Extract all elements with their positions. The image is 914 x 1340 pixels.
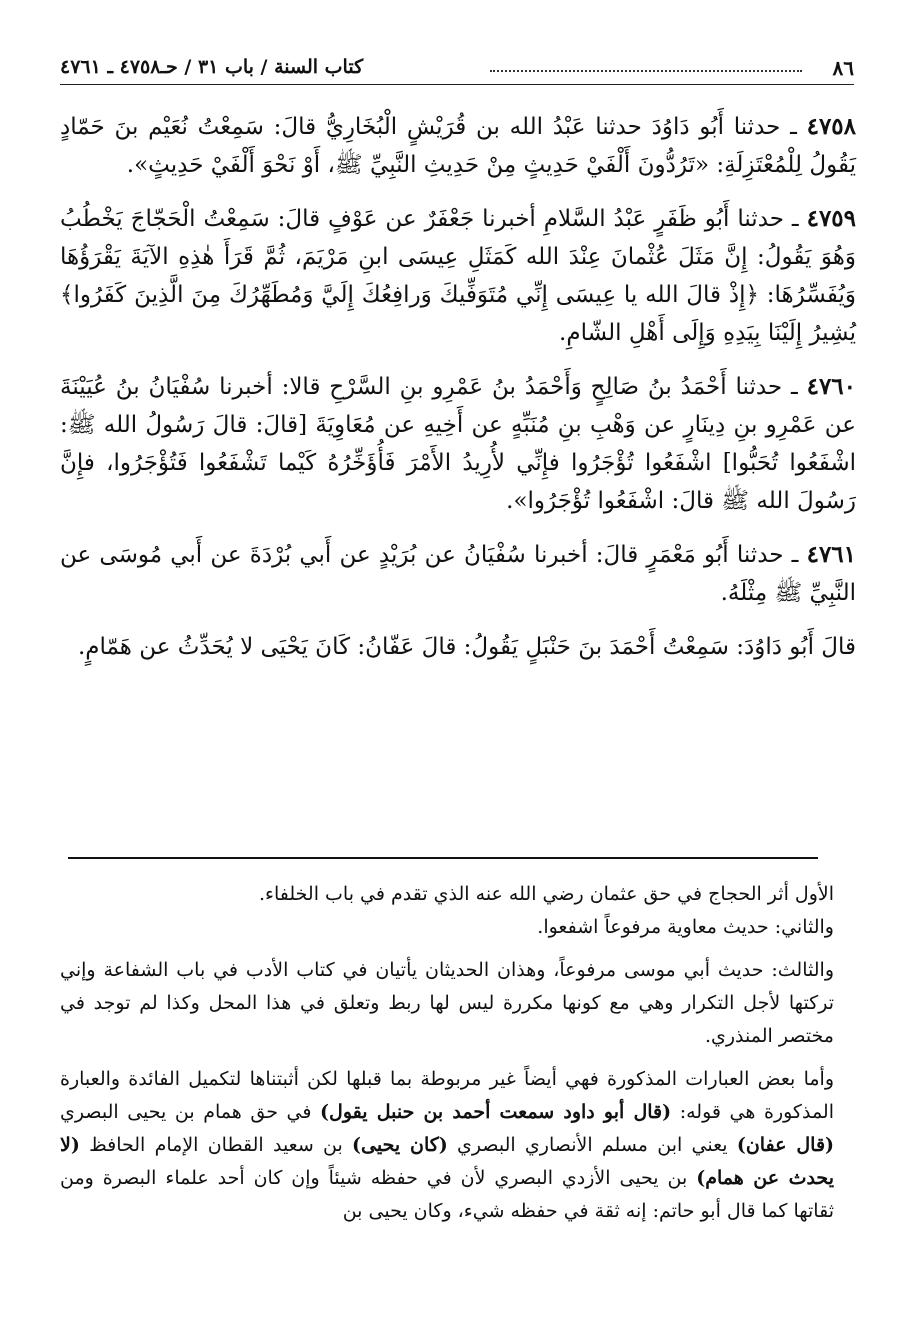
hadith-4758	[60, 108, 856, 184]
header-dotted-leader	[490, 70, 802, 72]
hadith-4760	[60, 368, 856, 520]
note-third: والثالث: حديث أبي موسى مرفوعاً، وهذان الحديثان يأتيان في كتاب الأدب في باب الشفاعة وإني تركتها لأجل التكرار وهي مع كونها مكررة ليس لها ربط وتعلق في هذا المحل وكذا لم توجد في مختصر المنذري.	[60, 959, 834, 1047]
commentary	[60, 878, 856, 1238]
note-bold-quote: (لا يحدث عن همام)	[60, 1134, 834, 1189]
hadith-text: ـ حدثنا أَبُو ظَفَرٍ عَبْدُ السَّلامِ أخبرنا جَعْفَرٌ عن عَوْفٍ قالَ: سَمِعْتُ الْحَجّاجَ يَخْطُبُ وَهُوَ يَقُولُ: إِنَّ مَثَلَ عُثْمانَ عِنْدَ الله كَمَثَلِ عِيسَى ابنِ مَرْيَمَ، ثُمَّ قَرَأَ هٰذِهِ الآيَةَ يَقْرَؤُهَا وَيُفَسِّرُهَا: ﴿إِذْ قالَ الله يا عِيسَى إِنِّي مُتَوَفِّيكَ وَرافِعُكَ إِلَيَّ وَمُطَهِّرُكَ مِنَ الَّذِينَ كَفَرُوا﴾ يُشِيرُ إِلَيْنَا بِيَدِهِ وَإِلَى أَهْلِ الشّامِ.	[60, 206, 856, 346]
hadith-number: ٤٧٥٨	[806, 113, 857, 140]
note-text: يعني ابن مسلم الأنصاري البصري	[447, 1134, 737, 1156]
note-bold-quote: (قال عفان)	[736, 1134, 835, 1156]
hadith-number: ٤٧٥٩	[806, 205, 857, 232]
closing-remark: قالَ أَبُو دَاوُدَ: سَمِعْتُ أَحْمَدَ بنَ حَنْبَلٍ يَقُولُ: قالَ عَفّانُ: كَانَ يَحْيَى لا يُحَدِّثُ عن هَمّامٍ.	[77, 634, 856, 660]
note-second: والثاني: حديث معاوية مرفوعاً اشفعوا.	[537, 916, 834, 938]
note-first: الأول أثر الحجاج في حق عثمان رضي الله عنه الذي تقدم في باب الخلفاء.	[259, 883, 834, 905]
page-header	[60, 50, 854, 85]
note-fourth	[60, 1063, 856, 1228]
hadith-text: ـ حدثنا أَحْمَدُ بنُ صَالِحٍ وَأَحْمَدُ بنُ عَمْرِو بنِ السَّرْحِ قالا: أخبرنا سُفْيَانُ بنُ عُيَيْنَةَ عن عَمْرِو بنِ دِينَارٍ عن وَهْبِ بنِ مُنَبِّهٍ عن أَخِيهِ عن مُعَاوِيَةَ [قالَ: قالَ رَسُولُ الله ﷺ: اشْفَعُوا تُحَبُّوا] اشْفَعُوا تُؤْجَرُوا فإِنِّي لأُرِيدُ الأَمْرَ فَأُؤَخِّرُهُ كَيْما تَشْفَعُوا فَتُؤْجَرُوا، فإِنَّ رَسُولَ الله ﷺ قالَ: اشْفَعُوا تُؤْجَرُوا».	[60, 374, 856, 514]
footnote-divider	[68, 857, 818, 859]
note-text: وأما بعض العبارات المذكورة فهي أيضاً غير مربوطة بما قبلها لكن أثبتناها لتكميل الفائدة والعبارة المذكورة هي قوله:	[60, 1068, 835, 1123]
page-number: ٨٦	[832, 56, 854, 80]
note-bold-quote: (قال أبو داود سمعت أحمد بن حنبل يقول)	[320, 1101, 672, 1123]
hadith-number: ٤٧٦٠	[806, 373, 857, 400]
main-text	[60, 108, 856, 682]
hadith-text: ـ حدثنا أَبُو مَعْمَرٍ قالَ: أخبرنا سُفْيَانُ عن بُرَيْدٍ عن أَبي بُرْدَةَ عن أَبي مُوسَى عن النَّبِيِّ ﷺ مِثْلَهُ.	[60, 542, 856, 606]
note-bold-quote: (كان يحيى)	[352, 1134, 448, 1156]
running-title: كتاب السنة / باب ٣١ / حـ٤٧٥٨ ـ ٤٧٦١	[60, 56, 364, 78]
hadith-number: ٤٧٦١	[806, 541, 857, 568]
note-text: بن يحيى الأزدي البصري لأن في حفظه شيئاً وإن كان أحد علماء البصرة ومن ثقاتها كما قال أبو حاتم: إنه ثقة في حفظه شيء، وكان يحيى بن	[60, 1167, 834, 1222]
hadith-4761	[60, 536, 856, 612]
hadith-4759	[60, 200, 856, 352]
note-text: بن سعيد القطان الإمام الحافظ	[79, 1134, 353, 1156]
hadith-text: ـ حدثنا أَبُو دَاوُدَ حدثنا عَبْدُ الله بن قُرَيْشٍ الْبُخَارِيُّ قالَ: سَمِعْتُ نُعَيْم بنَ حَمّادٍ يَقُولُ لِلْمُعْتَزِلَةِ: «تَرُدُّونَ أَلْفَيْ حَدِيثٍ مِنْ حَدِيثِ النَّبِيِّ ﷺ، أَوْ نَحْوَ أَلْفَيْ حَدِيثٍ».	[60, 114, 856, 178]
note-text: في حق همام بن يحيى البصري	[60, 1101, 321, 1123]
